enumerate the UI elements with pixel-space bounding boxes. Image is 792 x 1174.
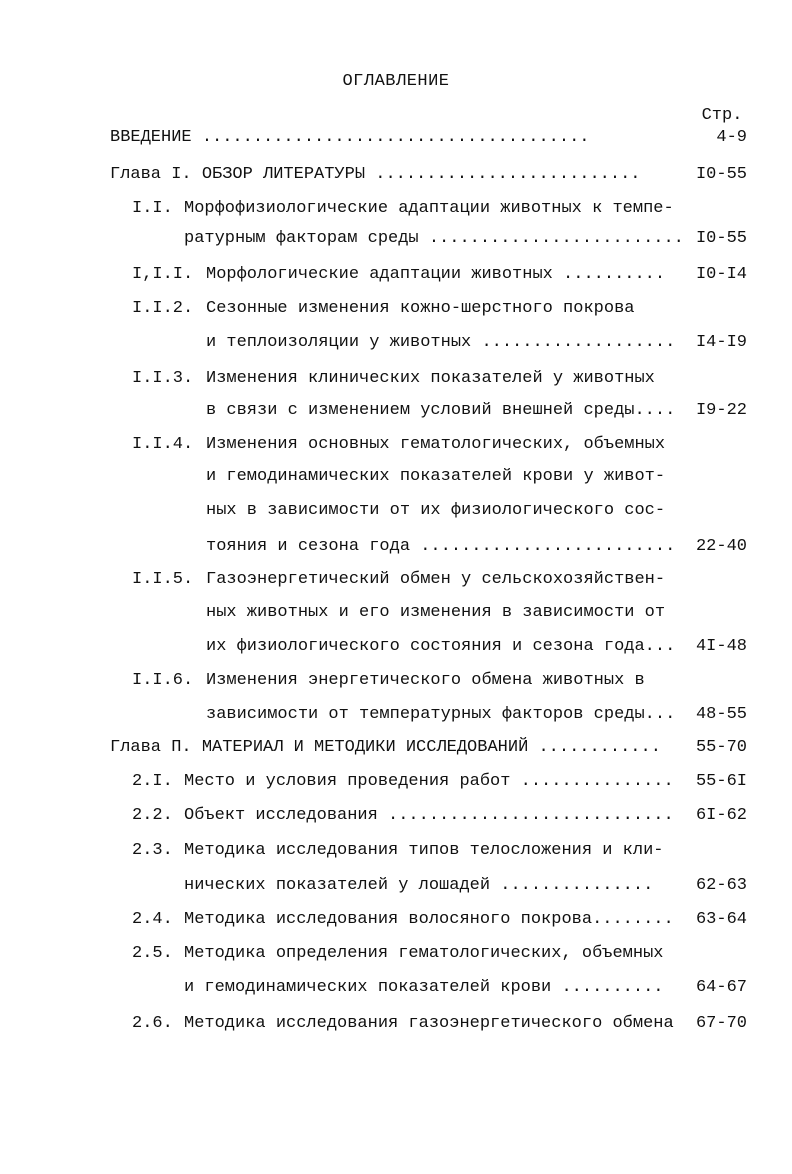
toc-entry [0,976,792,1000]
toc-entry [0,669,792,693]
toc-entry-text: Методика исследования типов телосложения и кли- [184,841,664,860]
toc-entry-page: 4I-48 [695,637,747,656]
toc-entry-page: 48-55 [695,705,747,724]
toc-entry [0,804,792,828]
toc-entry-text: Методика исследования газоэнергетического обмена [184,1014,674,1033]
toc-entry-page: 6I-62 [695,806,747,825]
toc-entry-number: I.I.6. [132,671,194,690]
toc-entry-text: Изменения основных гематологических, объемных [206,435,666,454]
toc-entry-text: Методика определения гематологических, объемных [184,944,664,963]
toc-entry [0,367,792,391]
toc-entry-text: Газоэнергетический обмен у сельскохозяйствен- [206,570,666,589]
toc-entry-text: ных животных и его изменения в зависимости от [206,603,666,622]
toc-entry-page: I0-55 [695,165,747,184]
page-column-header: Стр. [701,106,743,125]
toc-entry [0,399,792,423]
toc-entry [0,465,792,489]
toc-entry-page: 67-70 [695,1014,747,1033]
toc-entry-text: ратурным факторам среды ......................... [184,229,684,248]
toc-entry-number: 2.3. [132,841,173,860]
toc-entry-number: I.I. [132,199,173,218]
toc-entry-page: I4-I9 [695,333,747,352]
toc-entry-number: I.I.2. [132,299,194,318]
toc-entry-text: Сезонные изменения кожно-шерстного покрова [206,299,635,318]
toc-entry [0,736,792,760]
toc-entry-text: Морфофизиологические адаптации животных к темпе- [184,199,674,218]
toc-entry-text: и теплоизоляции у животных ................... [206,333,676,352]
toc-entry-page: 63-64 [695,910,747,929]
toc-entry [0,942,792,966]
toc-entry-text: ных в зависимости от их физиологического сос- [206,501,666,520]
page-title: ОГЛАВЛЕНИЕ [342,72,450,91]
toc-entry-number: 2.5. [132,944,173,963]
toc-entry-text: нических показателей у лошадей ............... [184,876,654,895]
toc-entry-text: Изменения клинических показателей у животных [206,369,655,388]
toc-entry-number: I,I.I. [132,265,194,284]
toc-entry-text: в связи с изменением условий внешней среды.... [206,401,676,420]
toc-entry [0,331,792,355]
toc-entry-text: Глава I. ОБЗОР ЛИТЕРАТУРЫ .......................... [110,165,641,184]
toc-entry-text: и гемодинамических показателей крови у живот- [206,467,666,486]
toc-entry-page: 62-63 [695,876,747,895]
toc-entry [0,908,792,932]
toc-entry-number: I.I.4. [132,435,194,454]
toc-entry-text: Объект исследования ............................ [184,806,674,825]
toc-entry-number: 2.6. [132,1014,173,1033]
toc-entry-number: 2.I. [132,772,173,791]
toc-entry [0,433,792,457]
toc-entry-text: зависимости от температурных факторов среды... [206,705,676,724]
toc-entry-page: 4-9 [716,128,747,147]
toc-entry [0,568,792,592]
toc-entry-page: I9-22 [695,401,747,420]
toc-entry-number: 2.4. [132,910,173,929]
toc-entry [0,635,792,659]
toc-entry-page: 22-40 [695,537,747,556]
toc-entry-text: тояния и сезона года ......................... [206,537,676,556]
toc-entry [0,1012,792,1036]
toc-entry-text: Методика исследования волосяного покрова........ [184,910,674,929]
toc-entry-page: 55-6I [695,772,747,791]
toc-entry-text: Изменения энергетического обмена животных в [206,671,645,690]
toc-entry-text: ВВЕДЕНИЕ ...................................... [110,128,590,147]
toc-entry [0,703,792,727]
toc-entry [0,770,792,794]
toc-entry [0,601,792,625]
toc-entry [0,263,792,287]
toc-entry [0,874,792,898]
toc-entry-text: их физиологического состояния и сезона года... [206,637,676,656]
toc-entry [0,227,792,251]
toc-entry [0,839,792,863]
toc-entry-page: 64-67 [695,978,747,997]
toc-entry-number: I.I.5. [132,570,194,589]
toc-entry [0,197,792,221]
toc-entry-page: I0-I4 [695,265,747,284]
toc-entry [0,535,792,559]
toc-entry [0,163,792,187]
toc-entry-text: и гемодинамических показателей крови .......... [184,978,664,997]
toc-entry-number: 2.2. [132,806,173,825]
toc-entry [0,499,792,523]
toc-entry-number: I.I.3. [132,369,194,388]
toc-entry-text: Морфологические адаптации животных .......... [206,265,666,284]
toc-entry-page: 55-70 [695,738,747,757]
toc-entry-page: I0-55 [695,229,747,248]
toc-entry [0,126,792,150]
toc-entry [0,297,792,321]
toc-entry-text: Глава П. МАТЕРИАЛ И МЕТОДИКИ ИССЛЕДОВАНИЙ ............ [110,738,661,757]
toc-entry-text: Место и условия проведения работ ............... [184,772,674,791]
